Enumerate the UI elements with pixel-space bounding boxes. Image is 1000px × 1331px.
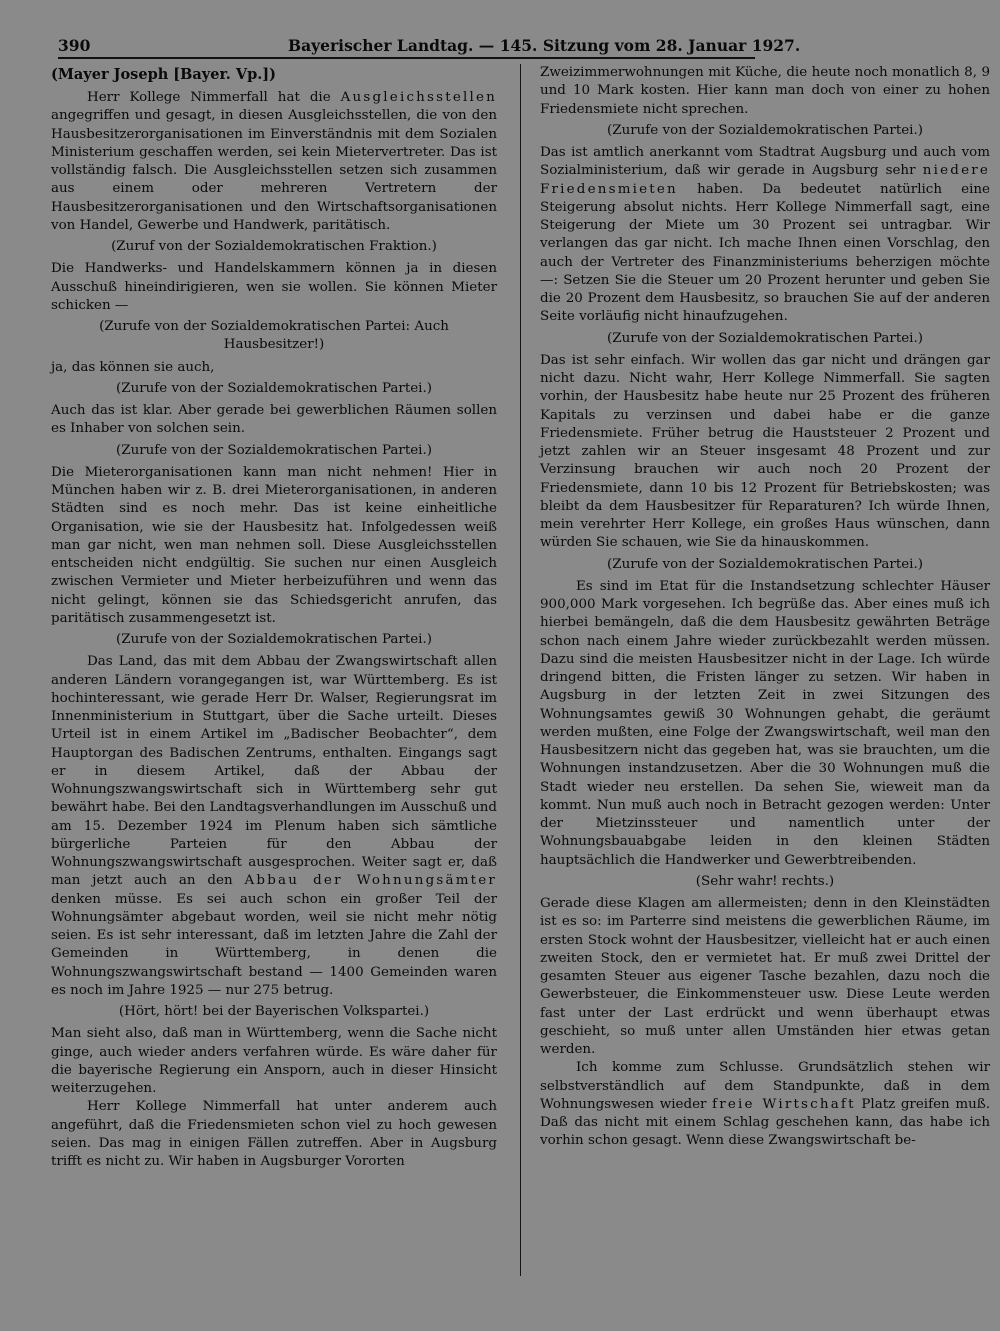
text-run: Das ist amtlich anerkannt vom Stadtrat Augsburg und auch vom Sozialministerium, daß wir gerade in Augsburg sehr — [540, 145, 990, 179]
interjection: (Zurufe von der Sozialdemokratischen Partei.) — [607, 556, 923, 572]
paragraph: Die Mieterorganisationen kann man nicht nehmen! Hier in München haben wir z. B. drei Mieterorganisationen, in anderen Städten sind es noch mehr. Das ist keine einheitliche Organisation, wie sie der Hausbesitz hat. Infolgedessen weiß man gar nicht, wen man nehmen soll. Diese Ausgleichsstellen entscheiden nicht endgültig. Sie suchen nur einen Ausgleich zwischen Vermieter und Mieter herbeizuführen und wenn das nicht gelingt, können sie das Schiedsgericht anrufen, das paritätisch zusammengesetzt ist. — [51, 464, 497, 626]
paragraph: Gerade diese Klagen am allermeisten; denn in den Kleinstädten ist es so: im Parterre sind meistens die gewerblichen Räume, im ersten Stock wohnt der Hausbesitzer, vielleicht hat er auch einen zweiten Stock, den er vermietet hat. Er muß zwei Drittel der gesamten Steuer aus eigener Tasche bezahlen, dazu noch die Gewerbsteuer, die Einkommensteuer usw. Diese Leute werden fast unter der Last erdrückt und wenn überhaupt etwas geschieht, so muß unter allen Umständen hier etwas getan werden. — [540, 896, 990, 1057]
text-run: Das Land, das mit dem Abbau der Zwangswirtschaft allen anderen Ländern vorangegangen ist, war Württemberg. Es ist hochinteressant, wie gerade Herr Dr. Walser, Regierungsrat im Innenministerium in Stuttgart, über die Sache urteilt. Dieses Urteil ist in einem Artikel im „Badischer Beobachter“, dem Hauptorgan des Badischen Zentrums, enthalten. Eingangs sagt er in diesem Artikel, daß der Abbau der Wohnungszwangswirtschaft sich in Württemberg sehr gut bewährt habe. Bei den Landtagsverhandlungen im Ausschuß und am 15. Dezember 1924 im Plenum haben sich sämtliche bürgerliche Parteien für den Abbau der Wohnungszwangswirtschaft ausgesprochen. Weiter sagt er, daß man jetzt auch an den — [51, 654, 497, 889]
paragraph: Zweizimmerwohnungen mit Küche, die heute noch monatlich 8, 9 und 10 Mark kosten. Hier kann man doch von einer zu hohen Friedensmiete nicht sprechen. — [540, 65, 990, 117]
paragraph — [540, 1059, 990, 1150]
interjection: (Zuruf von der Sozialdemokratischen Fraktion.) — [111, 239, 437, 254]
paragraph: Das ist sehr einfach. Wir wollen das gar nicht und drängen gar nicht dazu. Nicht wahr, Herr Kollege Nimmerfall. Sie sagten vorhin, der Hausbesitz habe heute nur 25 Prozent des früheren Kapitals zu verzinsen und dabei habe er die ganze Friedensmiete. Früher betrug die Hauststeuer 2 Prozent und jetzt zahlen wir an Steuer insgesamt 48 Prozent und zur Verzinsung brauchen wir auch noch 20 Prozent der Friedensmiete, dann 10 bis 12 Prozent für Betriebskosten; was bleibt da dem Hausbesitzer für Reparaturen? Ich würde Ihnen, mein verehrter Herr Kollege, ein großes Haus wünschen, dann würden Sie schauen, wie Sie da hinauskommen. — [540, 352, 990, 551]
text-run: denken müsse. Es sei auch schon ein großer Teil der Wohnungsämter abgebaut worden, weil sie nicht mehr nötig seien. Es ist sehr interessant, daß im letzten Jahre die Zahl der Gemeinden in Württemberg, in denen die Wohnungszwangswirtschaft bestand — 1400 Gemeinden waren es noch im Jahre 1925 — nur 275 betrug. — [51, 891, 497, 998]
paragraph — [540, 144, 990, 327]
text-run: haben. Da bedeutet natürlich eine Steigerung absolut nichts. Herr Kollege Nimmerfall sagt, eine Steigerung der Miete um 30 Prozent sei untragbar. Wir verlangen das gar nicht. Ich mache Ihnen einen Vorschlag, den auch der Vertreter des Finanzministeriums beherzigen möchte —: Setzen Sie die Steuer um 20 Prozent herunter und geben Sie die 20 Prozent dem Hausbesitz, so brauchen Sie auf der anderen Seite vorläufig nicht hinaufzugehen. — [540, 181, 990, 325]
emphasized-text: Ausgleichsstellen — [340, 90, 497, 105]
right-column — [540, 64, 990, 1151]
emphasized-text: Abbau der Wohnungsämter — [244, 873, 498, 889]
paragraph — [51, 653, 497, 1000]
page-number: 390 — [58, 36, 91, 55]
text-run: Herr Kollege Nimmerfall hat die — [87, 90, 341, 105]
interjection: (Hört, hört! bei der Bayerischen Volkspartei.) — [118, 1004, 430, 1019]
text-run: Ich komme zum Schlusse. Grundsätzlich stehen wir selbstverständlich auf dem Standpunkte, daß in dem Wohnungswesen wieder — [540, 1060, 990, 1112]
paragraph: ja, das können sie auch, — [51, 359, 215, 375]
emphasized-text: freie Wirtschaft — [712, 1096, 856, 1112]
text-run: Platz greifen muß. Daß das nicht mit einem Schlag geschehen kann, das habe ich vorhin schon gesagt. Wenn diese Zwangswirtschaft be- — [540, 1096, 990, 1149]
interjection: (Zurufe von der Sozialdemokratischen Partei.) — [116, 442, 432, 458]
text-run: angegriffen und gesagt, in diesen Ausgleichsstellen, die von den Hausbesitzerorganisationen im Einverständnis mit dem Sozialen Ministerium geschaffen werden, sei kein Mietervertreter. Das ist vollständig falsch. Die Ausgleichsstellen setzen sich zusammen aus einem oder mehreren Vertretern der Hausbesitzerorganisationen und den Wirtschaftsorganisationen von Handel, Gewerbe und Handwerk, paritätisch. — [51, 108, 497, 233]
running-title: Bayerischer Landtag. — 145. Sitzung vom 28. Januar 1927. — [288, 36, 801, 55]
paragraph: Die Handwerks- und Handelskammern können ja in diesen Ausschuß hineindirigieren, wen sie wollen. Sie können Mieter schicken — — [51, 261, 497, 313]
left-column — [51, 64, 497, 1171]
speaker-name: (Mayer Joseph [Bayer. Vp.]) — [51, 66, 277, 83]
interjection: (Zurufe von der Sozialdemokratischen Partei.) — [607, 330, 923, 346]
column-divider — [520, 64, 521, 1276]
page-header — [58, 33, 801, 59]
emphasized-text: niedere Friedensmieten — [540, 163, 990, 197]
interjection: (Zurufe von der Sozialdemokratischen Partei.) — [116, 380, 432, 396]
interjection: (Zurufe von der Sozialdemokratischen Partei: Auch Hausbesitzer!) — [99, 319, 449, 353]
interjection: (Zurufe von der Sozialdemokratischen Partei.) — [607, 122, 923, 138]
paragraph: Man sieht also, daß man in Württemberg, wenn die Sache nicht ginge, auch wieder anders verfahren würde. Es wäre daher für die bayerische Regierung ein Ansporn, auch in dieser Hinsicht weiterzugehen. — [51, 1026, 497, 1096]
paragraph — [51, 89, 497, 235]
interjection: (Zurufe von der Sozialdemokratischen Partei.) — [116, 632, 432, 647]
paragraph: Es sind im Etat für die Instandsetzung schlechter Häuser 900,000 Mark vorgesehen. Ich begrüße das. Aber eines muß ich hierbei bemängeln, daß die dem Hausbesitz gewährten Beträge schon nach einem Jahre wieder zurückbezahlt werden müssen. Dazu sind die meisten Hausbesitzer nicht in der Lage. Ich würde dringend bitten, die Fristen länger zu setzen. Wir haben in Augsburg in der letzten Zeit in zwei Sitzungen des Wohnungsamtes gewiß 30 Wohnungen gehabt, die geräumt werden mußten, eine Folge der Zwangswirtschaft, weil man den Hausbesitzern nicht das gegeben hat, was sie brauchten, um die Wohnungen instandzusetzen. Aber die 30 Wohnungen muß die Stadt wieder neu erstellen. Da sehen Sie, wieweit man da kommt. Nun muß auch noch in Betracht gezogen werden: Unter der Mietzinssteuer und namentlich unter der Wohnungsbauabgabe leiden in den kleinen Städten hauptsächlich die Handwerker und Gewerbtreibenden. — [540, 578, 990, 868]
interjection: (Sehr wahr! rechts.) — [695, 873, 835, 889]
paragraph: Auch das ist klar. Aber gerade bei gewerblichen Räumen sollen es Inhaber von solchen sein. — [51, 403, 497, 437]
paragraph: Herr Kollege Nimmerfall hat unter anderem auch angeführt, daß die Friedensmieten schon viel zu hoch gewesen seien. Das mag in einigen Fällen zutreffen. Aber in Augsburg trifft es nicht zu. Wir haben in Augsburger Vororten — [51, 1099, 497, 1169]
